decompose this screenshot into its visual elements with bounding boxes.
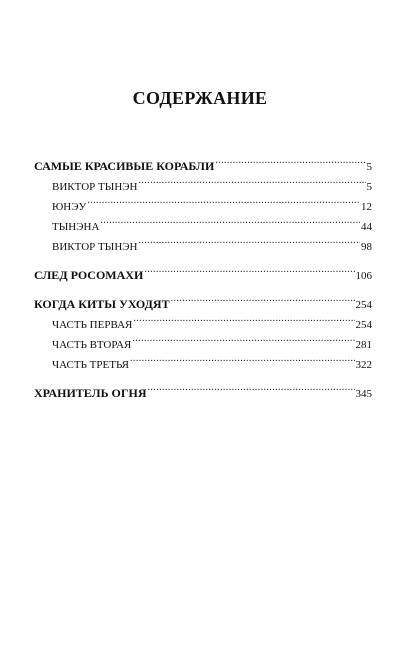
toc-subentry-label: ЧАСТЬ ТРЕТЬЯ [52,359,130,371]
dot-leader [132,328,354,348]
toc-entry-label: КОГДА КИТЫ УХОДЯТ [34,297,170,311]
dot-leader [130,348,354,368]
dot-leader [133,308,354,328]
toc-subentry-page: 322 [355,359,372,371]
toc-entry[interactable] [34,150,372,173]
dot-leader [144,259,354,279]
toc-entry-page: 254 [355,299,372,311]
toc-entry[interactable] [34,288,372,311]
toc-entry-page: 106 [355,270,372,282]
toc-subentry-page: 254 [355,319,372,331]
dot-leader [138,170,365,190]
toc-subentry-page: 281 [355,339,372,351]
toc-subentry-label: ЮНЭУ [52,201,87,213]
dot-leader [148,377,355,397]
toc-entry-page: 5 [366,161,372,173]
toc-entry-page: 345 [355,388,372,400]
toc-entry[interactable] [34,377,372,400]
toc-subentry-page: 12 [361,201,372,213]
toc-subentry-page: 5 [366,181,372,193]
toc-subentry-label: ЧАСТЬ ВТОРАЯ [52,339,132,351]
dot-leader [87,190,360,210]
toc-subentry-page: 98 [361,241,372,253]
toc-subentry-page: 44 [361,221,372,233]
dot-leader [215,150,365,170]
toc-subentry-label: ВИКТОР ТЫНЭН [52,241,138,253]
toc-entry-label: САМЫЕ КРАСИВЫЕ КОРАБЛИ [34,159,215,173]
toc-entry-label: СЛЕД РОСОМАХИ [34,268,144,282]
toc-subentry-label: ТЫНЭНА [52,221,100,233]
toc-subentry-label: ВИКТОР ТЫНЭН [52,181,138,193]
dot-leader [171,288,355,308]
dot-leader [138,230,360,250]
dot-leader [100,210,360,230]
toc-entry[interactable] [34,259,372,282]
page-title: СОДЕРЖАНИЕ [132,88,268,108]
toc-entry-label: ХРАНИТЕЛЬ ОГНЯ [34,386,147,400]
toc-subentry-label: ЧАСТЬ ПЕРВАЯ [52,319,133,331]
table-of-contents [34,150,372,400]
